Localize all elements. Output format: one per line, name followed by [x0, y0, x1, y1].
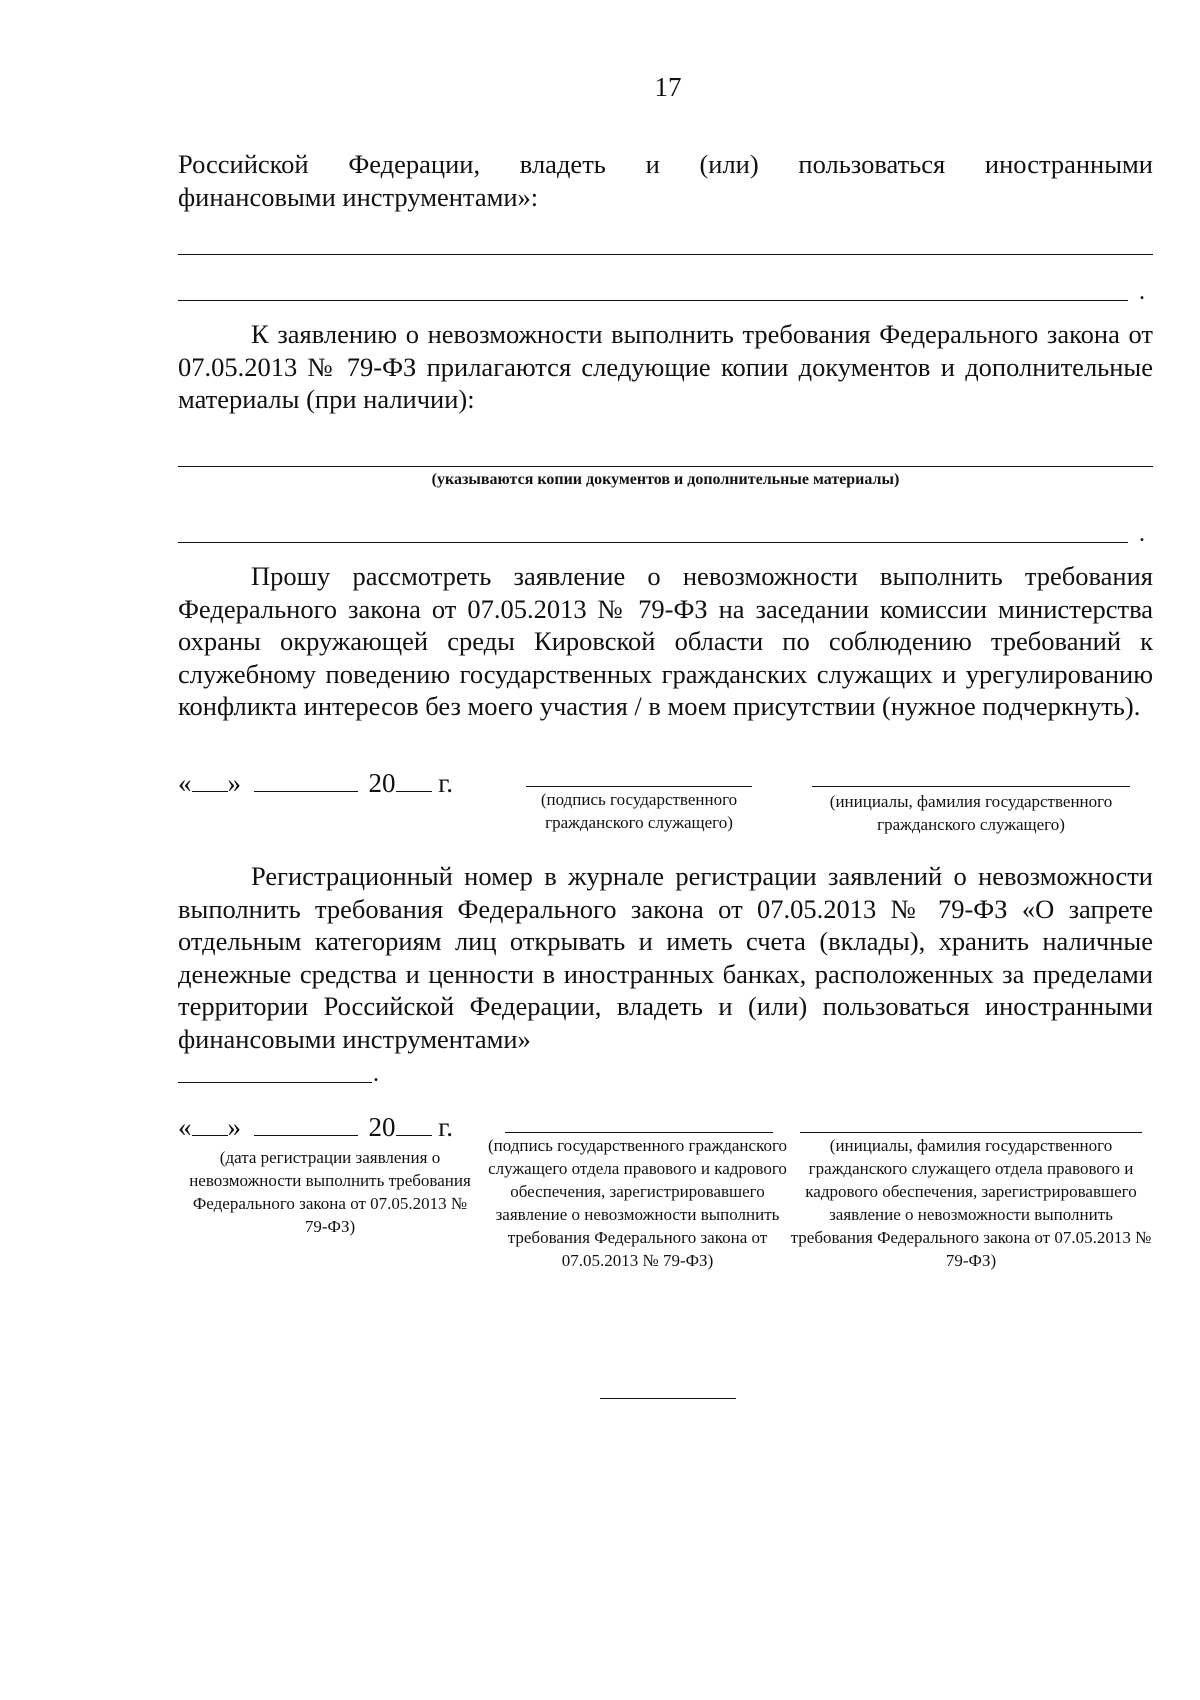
initials-caption-2: (инициалы, фамилия государственного гражданского служащего отдела правового и кадрового обеспечения, зарегистрировавшего заявление о невозможности выполнить требования Федерального закона от 07.05.2013 № 79-ФЗ) [790, 1136, 1152, 1270]
top-paragraph [178, 148, 1153, 213]
request-paragraph: Прошу рассмотреть заявление о невозможности выполнить требования Федерального закона от 07.05.2013 № 79-ФЗ на заседании комиссии министерства охраны окружающей среды Кировской области по соблюдению требований к служебному поведению государственных гражданских служащих и урегулированию конфликта интересов без моего участия / в моем присутствии (нужное подчеркнуть). [178, 561, 1153, 721]
end-separator [600, 1398, 736, 1399]
initials-caption-1: (инициалы, фамилия государственного гражданского служащего) [829, 792, 1113, 834]
date-field-2[interactable]: « » 20 г. [178, 1112, 454, 1142]
registration-number-dot: . [373, 1061, 379, 1087]
date-field-1[interactable]: « » 20 г. [178, 768, 454, 798]
year-blank-2[interactable] [396, 1113, 432, 1136]
day-blank[interactable] [192, 769, 228, 792]
attachments-caption: (указываются копии документов и дополнительные материалы) [431, 471, 900, 488]
fill-line-1[interactable] [178, 254, 1153, 255]
initials-line-2[interactable] [800, 1132, 1142, 1133]
attachments-fill-line-2[interactable] [178, 542, 1128, 543]
top-paragraph-line-2: финансовыми инструментами»: [178, 181, 539, 212]
signature-line-1[interactable] [526, 786, 752, 787]
page-number: 17 [654, 72, 682, 102]
fill-line-2[interactable] [178, 300, 1128, 301]
signature-caption-2: (подпись государственного гражданского служащего отдела правового и кадрового обеспечения, зарегистрировавшего заявление о невозможности выполнить требования Федерального закона от 07.05.2013 № 79-ФЗ) [487, 1136, 788, 1270]
attachments-paragraph: К заявлению о невозможности выполнить требования Федерального закона от 07.05.2013 № 79-ФЗ прилагаются следующие копии документов и дополнительные материалы (при наличии): [178, 319, 1153, 414]
fill-line-2-dot: . [1139, 279, 1145, 305]
registration-date-caption: (дата регистрации заявления о невозможности выполнить требования Федерального закона от 07.05.2013 № 79-ФЗ) [189, 1148, 471, 1236]
top-paragraph-line-1: Российской Федерации, владеть и (или) пользоваться иностранными [178, 149, 1153, 179]
registration-paragraph: Регистрационный номер в журнале регистрации заявлений о невозможности выполнить требования Федерального закона от 07.05.2013 № 79-ФЗ «О запрете отдельным категориям лиц открывать и иметь счета (вклады), хранить наличные денежные средства и ценности в иностранных банках, расположенных за пределами территории Российской Федерации, владеть и (или) пользоваться иностранными финансовыми инструментами» [178, 861, 1153, 1054]
day-blank-2[interactable] [192, 1113, 228, 1136]
signature-caption-1: (подпись государственного гражданского служащего) [540, 790, 738, 832]
month-blank-2[interactable] [254, 1113, 358, 1136]
registration-number-line[interactable] [178, 1082, 372, 1083]
month-blank[interactable] [254, 769, 358, 792]
attachments-fill-line-2-dot: . [1139, 521, 1145, 547]
initials-line-1[interactable] [812, 786, 1130, 787]
signature-line-2[interactable] [505, 1132, 773, 1133]
attachments-fill-line[interactable] [178, 466, 1153, 467]
year-blank[interactable] [396, 769, 432, 792]
